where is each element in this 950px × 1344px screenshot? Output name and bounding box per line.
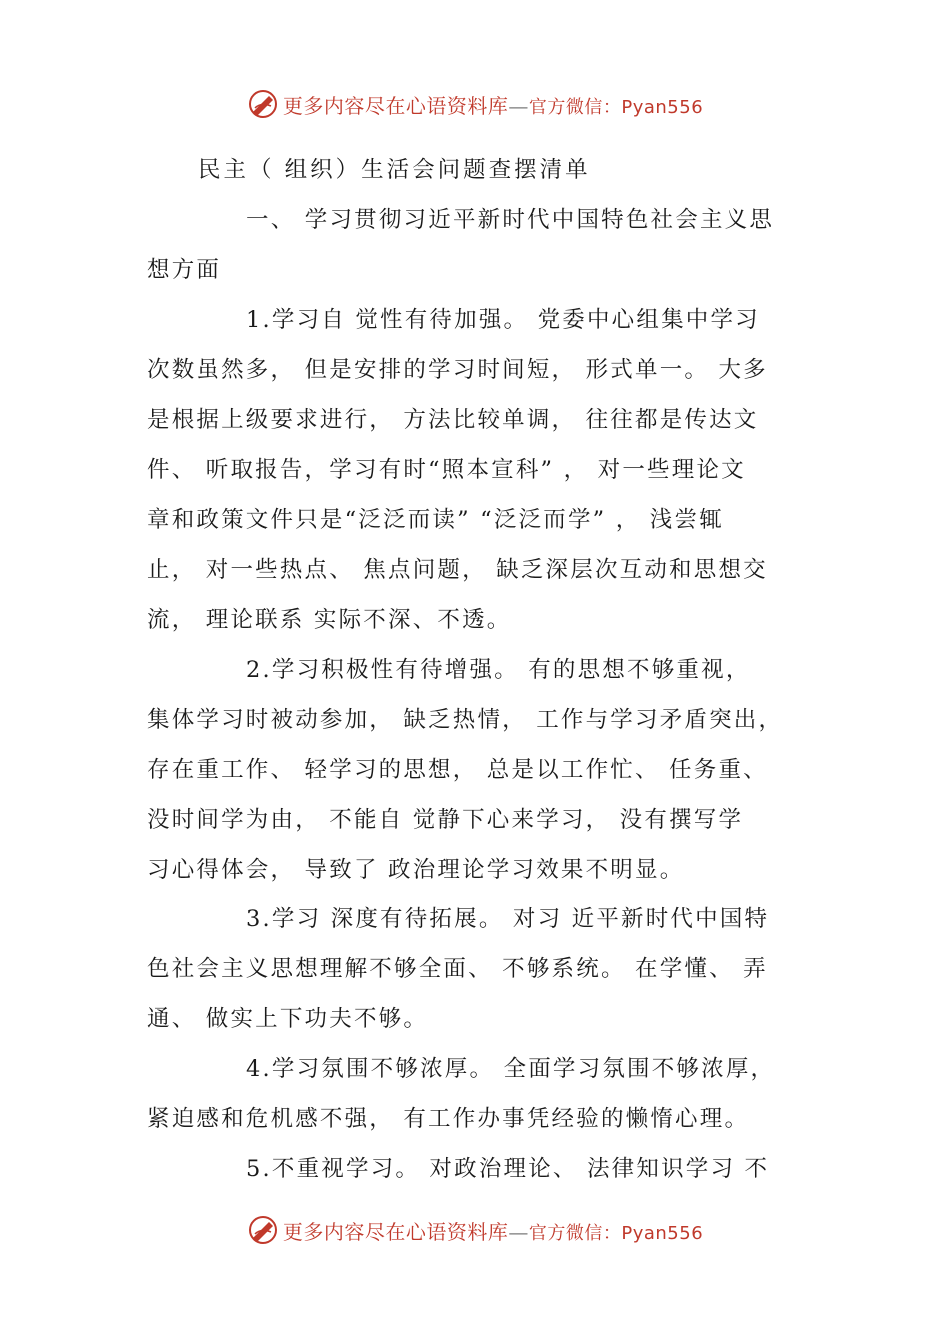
watermark-header [0, 86, 950, 122]
watermark-text: 更多内容尽在心语资料库—官方微信：Pyan556 [282, 93, 704, 118]
paragraph-line: 止， 对一些热点、 焦点问题， 缺乏深层次互动和思想交 [147, 557, 768, 583]
paragraph-line: 4.学习氛围不够浓厚。 全面学习氛围不够浓厚， [246, 1056, 776, 1082]
paragraph-line: 章和政策文件只是“泛泛而读” “泛泛而学” ， 浅尝辄 [147, 507, 724, 533]
paragraph-line: 通、 做实上下功夫不够。 [147, 1006, 429, 1032]
paragraph-line: 2.学习积极性有待增强。 有的思想不够重视， [246, 657, 751, 683]
pen-logo-icon [247, 88, 279, 120]
paragraph-line: 集体学习时被动参加， 缺乏热情， 工作与学习矛盾突出， [147, 707, 784, 733]
pen-logo-icon [247, 1214, 279, 1246]
paragraph-line: 紧迫感和危机感不强， 有工作办事凭经验的懒惰心理。 [147, 1106, 750, 1132]
paragraph-line: 次数虽然多， 但是安排的学习时间短， 形式单一。 大多 [147, 357, 768, 383]
document-title: 民主（ 组织）生活会问题查摆清单 [198, 157, 591, 183]
paragraph-line: 1.学习自 觉性有待加强。 党委中心组集中学习 [246, 307, 760, 333]
section-heading-cont: 想方面 [147, 257, 222, 283]
section-heading: 一、 学习贯彻习近平新时代中国特色社会主义思 [246, 207, 775, 233]
watermark-footer [0, 1212, 950, 1248]
paragraph-line: 件、 听取报告，学习有时“照本宣科” ， 对一些理论文 [147, 457, 746, 483]
watermark-text: 更多内容尽在心语资料库—官方微信：Pyan556 [282, 1219, 704, 1244]
paragraph-line: 流， 理论联系 实际不深、不透。 [147, 607, 512, 633]
paragraph-line: 5.不重视学习。 对政治理论、 法律知识学习 不 [246, 1156, 770, 1182]
paragraph-line: 3.学习 深度有待拓展。 对习 近平新时代中国特 [246, 906, 770, 932]
paragraph-line: 色社会主义思想理解不够全面、 不够系统。 在学懂、 弄 [147, 956, 768, 982]
paragraph-line: 存在重工作、 轻学习的思想， 总是以工作忙、 任务重、 [147, 757, 768, 783]
paragraph-line: 没时间学为由， 不能自 觉静下心来学习， 没有撰写学 [147, 807, 744, 833]
paragraph-line: 是根据上级要求进行， 方法比较单调， 往往都是传达文 [147, 407, 759, 433]
paragraph-line: 习心得体会， 导致了 政治理论学习效果不明显。 [147, 857, 685, 883]
